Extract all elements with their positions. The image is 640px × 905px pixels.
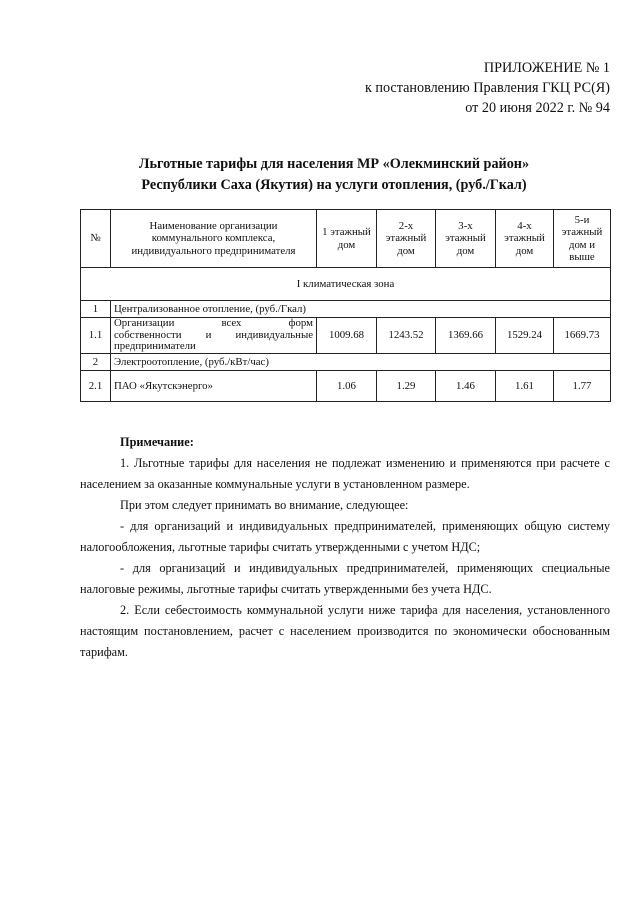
climate-zone-row (81, 268, 611, 301)
tariff-2-floor: 1.29 (377, 370, 436, 401)
header-3-floor: 3-х этажный дом (436, 210, 496, 268)
tariff-4-floor: 1.61 (496, 370, 554, 401)
note-paragraph-3: - для организаций и индивидуальных предпринимателей, применяющих общую систему налогообложения, льготные тарифы считать утвержденными с учетом НДС; (80, 519, 610, 554)
header-organization: Наименование организации коммунального комплекса, индивидуального предпринимателя (111, 210, 317, 268)
appendix-number: ПРИЛОЖЕНИЕ № 1 (483, 60, 610, 76)
document-title (80, 154, 588, 196)
section-label: Электроотопление, (руб./кВт/час) (111, 353, 611, 370)
header-1-floor: 1 этажный дом (317, 210, 377, 268)
notes-heading: Примечание: (120, 435, 194, 449)
resolution-date: от 20 июня 2022 г. № 94 (465, 100, 610, 116)
table-row-2-1 (81, 370, 611, 401)
tariff-2-floor: 1243.52 (377, 318, 436, 354)
tariff-table (80, 209, 611, 402)
note-paragraph-4: - для организаций и индивидуальных предпринимателей, применяющих специальные налоговые режимы, льготные тарифы считать утвержденными без учета НДС. (80, 561, 610, 596)
row-organization (111, 318, 317, 354)
resolution-reference: к постановлению Правления ГКЦ РС(Я) (364, 80, 610, 96)
note-paragraph-1: 1. Льготные тарифы для населения не подлежат изменению и применяются при расчете с населением за оказанные коммунальные услуги в установленном размере. (80, 456, 610, 491)
row-organization: ПАО «Якутскэнерго» (111, 370, 317, 401)
tariff-5-floor-plus: 1669.73 (554, 318, 611, 354)
notes-section (80, 432, 610, 663)
section-row-2 (81, 353, 611, 370)
header-5-floor-plus: 5-и этажный дом и выше (554, 210, 611, 268)
row-number: 1.1 (81, 318, 111, 354)
table-header-row (81, 210, 611, 268)
tariff-3-floor: 1369.66 (436, 318, 496, 354)
org-line-1: Организации всех форм (114, 317, 313, 329)
climate-zone-label: I климатическая зона (81, 268, 611, 301)
tariff-3-floor: 1.46 (436, 370, 496, 401)
tariff-1-floor: 1.06 (317, 370, 377, 401)
note-paragraph-5: 2. Если себестоимость коммунальной услуги ниже тарифа для населения, установленного настоящим постановлением, расчет с населением производится по экономически обоснованным тарифам. (80, 603, 610, 659)
appendix-header (365, 58, 610, 118)
tariff-1-floor: 1009.68 (317, 318, 377, 354)
org-line-3: предприниматели (114, 340, 196, 352)
tariff-4-floor: 1529.24 (496, 318, 554, 354)
tariff-5-floor-plus: 1.77 (554, 370, 611, 401)
table-row-1-1 (81, 318, 611, 354)
row-number: 2.1 (81, 370, 111, 401)
header-4-floor: 4-х этажный дом (496, 210, 554, 268)
section-row-1 (81, 301, 611, 318)
header-2-floor: 2-х этажный дом (377, 210, 436, 268)
section-number: 1 (81, 301, 111, 318)
title-line-2: Республики Саха (Якутия) на услуги отопления, (руб./Гкал) (141, 177, 527, 193)
section-number: 2 (81, 353, 111, 370)
section-label: Централизованное отопление, (руб./Гкал) (111, 301, 611, 318)
org-line-2: собственности и индивидуальные (114, 328, 313, 341)
note-paragraph-2: При этом следует принимать во внимание, следующее: (120, 498, 409, 512)
title-line-1: Льготные тарифы для населения МР «Олекминский район» (138, 156, 530, 172)
header-number: № (81, 210, 111, 268)
